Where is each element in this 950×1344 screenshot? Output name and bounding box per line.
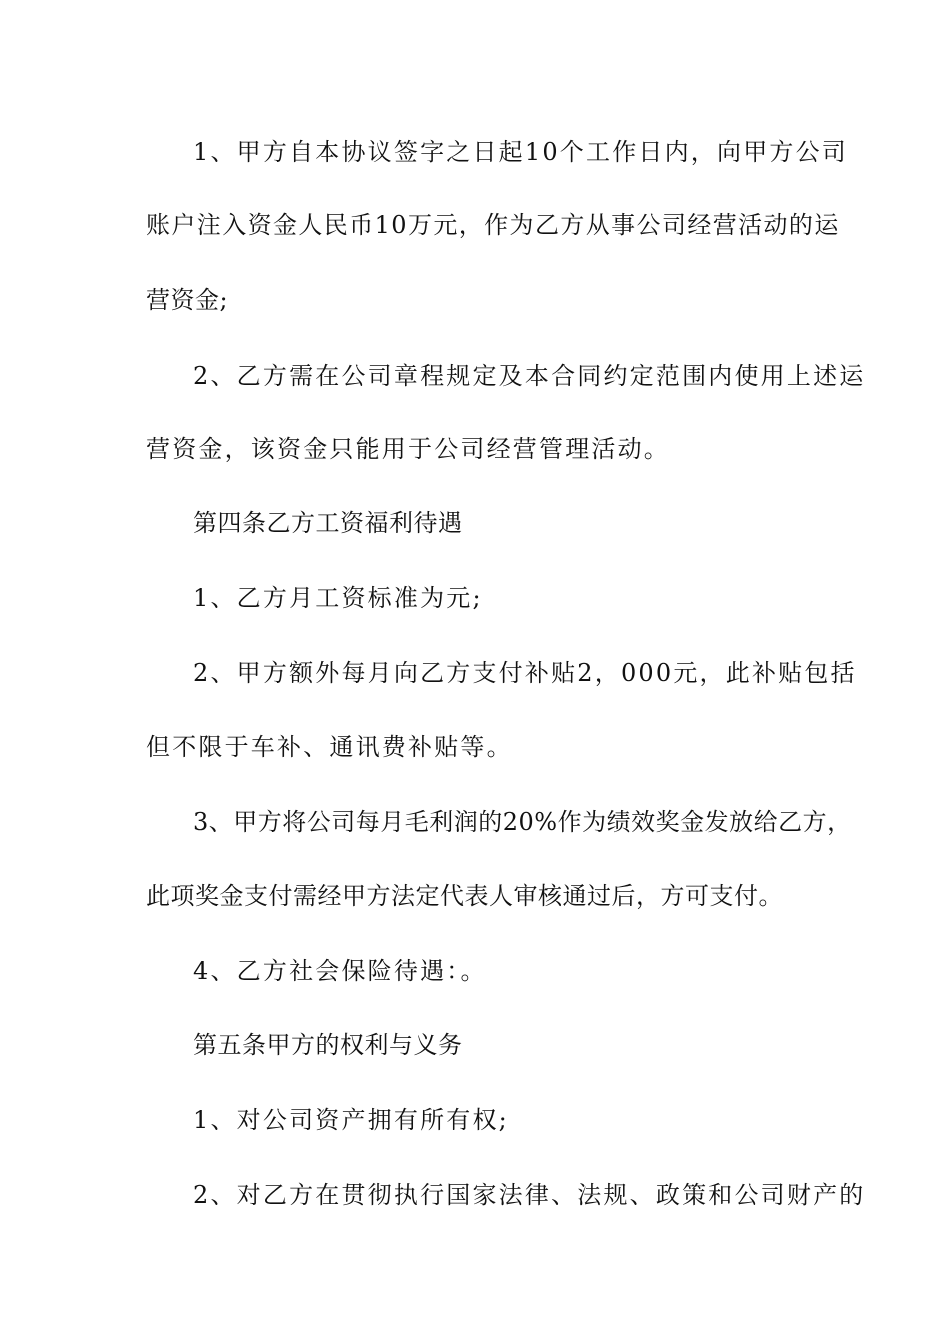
paragraph-line: 1、甲方自本协议签字之日起10个工作日内，向甲方公司 [193, 138, 849, 166]
section-heading: 第五条甲方的权利与义务 [193, 1031, 463, 1059]
paragraph-line: 1、对公司资产拥有所有权; [193, 1106, 509, 1134]
paragraph-line: 3、甲方将公司每月毛利润的20%作为绩效奖金发放给乙方， [193, 808, 852, 836]
paragraph-line: 4、乙方社会保险待遇：。 [193, 957, 487, 985]
paragraph-line: 营资金，该资金只能用于公司经营管理活动。 [146, 435, 670, 463]
paragraph-line: 营资金; [146, 286, 229, 314]
section-heading: 第四条乙方工资福利待遇 [193, 509, 463, 537]
paragraph-line: 此项奖金支付需经甲方法定代表人审核通过后，方可支付。 [146, 882, 783, 910]
paragraph-line: 2、对乙方在贯彻执行国家法律、法规、政策和公司财产的 [193, 1181, 866, 1209]
paragraph-line: 但不限于车补、通讯费补贴等。 [146, 733, 513, 761]
paragraph-line: 2、乙方需在公司章程规定及本合同约定范围内使用上述运 [193, 362, 866, 390]
paragraph-line: 2、甲方额外每月向乙方支付补贴2，000元，此补贴包括 [193, 659, 857, 687]
paragraph-line: 账户注入资金人民币10万元，作为乙方从事公司经营活动的运 [146, 211, 840, 239]
paragraph-line: 1、乙方月工资标准为元; [193, 584, 483, 612]
